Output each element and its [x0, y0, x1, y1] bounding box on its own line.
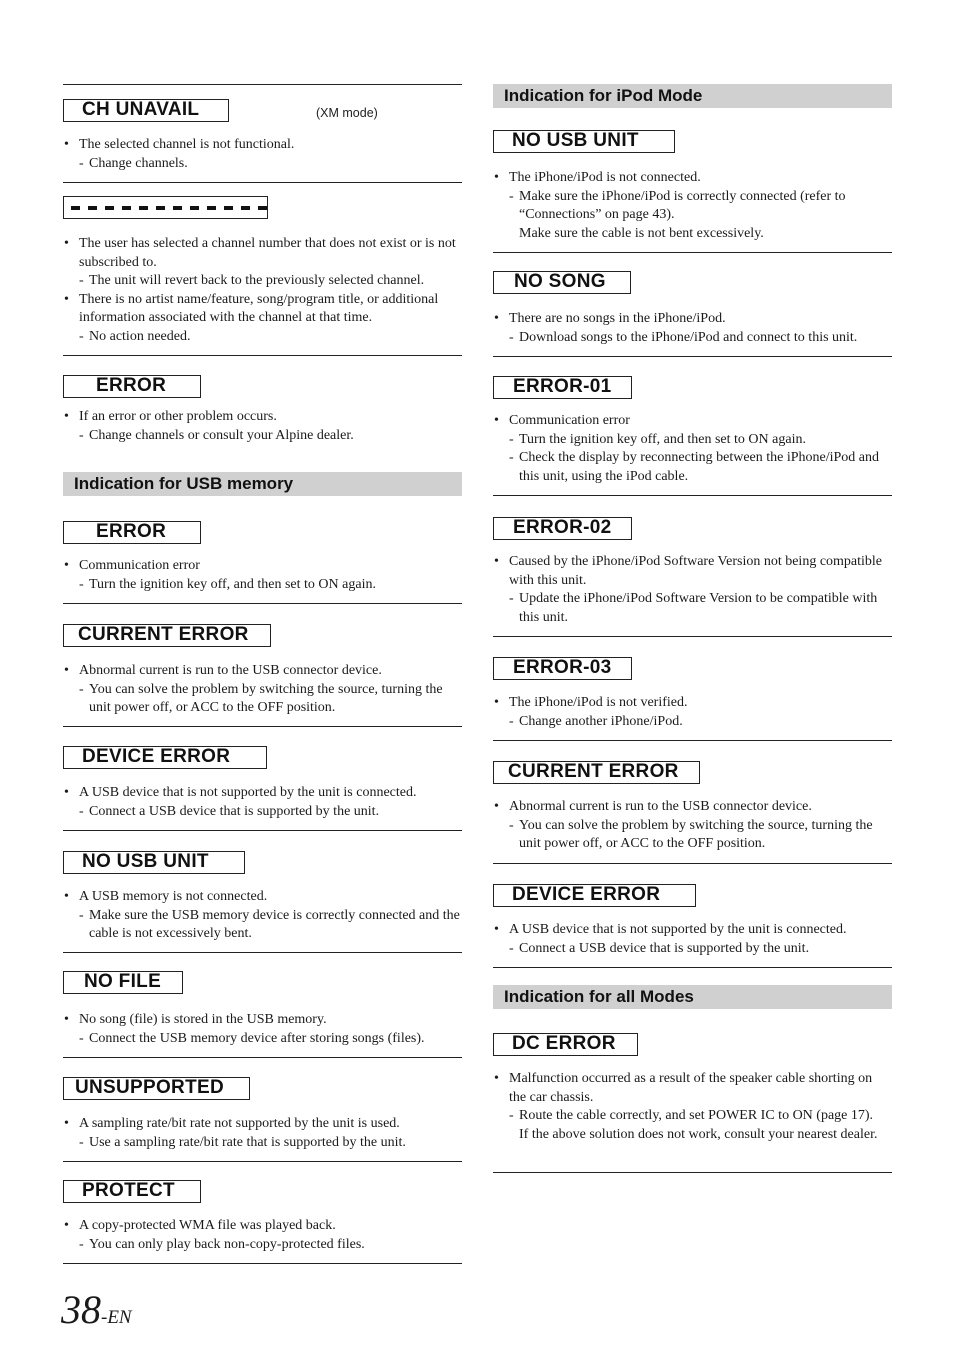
page-number — [61, 1286, 132, 1333]
ipod-error01-list — [493, 412, 892, 486]
section-rule — [493, 636, 892, 637]
section-rule — [63, 830, 462, 831]
sub-item: - The unit will revert back to the previously selected channel. — [79, 272, 462, 291]
ipod-no-usb-unit-list — [493, 169, 892, 243]
item-text: • Abnormal current is run to the USB connector device. — [79, 663, 382, 678]
ipod-no-usb-unit-title: NO USB UNIT — [493, 130, 675, 153]
sub-item: - Make sure the USB memory device is correctly connected and the cable is not excessively bent. — [79, 907, 462, 944]
list-item — [63, 1217, 462, 1254]
page-number-value: 38 — [61, 1287, 101, 1332]
list-item — [493, 1070, 892, 1144]
item-text: • Communication error — [79, 558, 200, 573]
usb-no-file-list — [63, 1011, 462, 1048]
ipod-error03-title: ERROR-03 — [493, 657, 632, 680]
usb-memory-heading: Indication for USB memory — [63, 472, 462, 496]
ipod-error03-list — [493, 694, 892, 731]
list-item — [63, 1115, 462, 1152]
dc-error-title: DC ERROR — [493, 1033, 638, 1056]
usb-device-error-list — [63, 784, 462, 821]
dc-error-list — [493, 1070, 892, 1144]
sub-item: - Route the cable correctly, and set POWER IC to ON (page 17). — [509, 1107, 892, 1126]
sub-item: - Turn the ignition key off, and then set to ON again. — [509, 431, 892, 450]
usb-no-usb-unit-title: NO USB UNIT — [63, 851, 245, 874]
sub-item: - Make sure the iPhone/iPod is correctly connected (refer to “Connections” on page 43). — [509, 188, 892, 225]
section-rule — [63, 603, 462, 604]
ipod-device-error-title: DEVICE ERROR — [493, 884, 696, 907]
ipod-mode-heading: Indication for iPod Mode — [493, 84, 892, 108]
item-text: • The iPhone/iPod is not connected. — [509, 170, 701, 185]
list-item — [63, 136, 462, 173]
item-text: • There are no songs in the iPhone/iPod. — [509, 311, 726, 326]
section-rule — [493, 356, 892, 357]
sub-item: - Change another iPhone/iPod. — [509, 713, 892, 732]
usb-error-list — [63, 557, 462, 594]
usb-protect-title: PROTECT — [63, 1180, 201, 1203]
error-title: ERROR — [63, 375, 201, 398]
list-item — [63, 235, 462, 291]
sub-item: - Connect the USB memory device after storing songs (files). — [79, 1030, 462, 1049]
item-text: • Caused by the iPhone/iPod Software Version not being compatible with this unit. — [509, 554, 883, 588]
usb-unsupported-list — [63, 1115, 462, 1152]
usb-current-error-list — [63, 662, 462, 718]
sub-item-continued: Make sure the cable is not bent excessively. — [519, 225, 764, 241]
list-item — [63, 291, 462, 347]
dash-display-title — [63, 196, 268, 219]
sub-item: - Use a sampling rate/bit rate that is supported by the unit. — [79, 1134, 462, 1153]
section-rule — [493, 863, 892, 864]
ipod-current-error-title: CURRENT ERROR — [493, 761, 700, 784]
ipod-current-error-list — [493, 798, 892, 854]
section-rule — [63, 355, 462, 356]
item-text: • A USB device that is not supported by the unit is connected. — [79, 785, 417, 800]
item-text: • A USB memory is not connected. — [79, 889, 268, 904]
section-rule — [63, 1057, 462, 1058]
item-text: • The selected channel is not functional. — [79, 137, 295, 152]
list-item — [493, 798, 892, 854]
sub-item: - Connect a USB device that is supported by the unit. — [509, 940, 892, 959]
section-rule — [493, 1172, 892, 1173]
section-rule — [63, 952, 462, 953]
ch-unavail-list — [63, 136, 462, 173]
usb-no-file-title: NO FILE — [63, 971, 183, 994]
sub-item: - Connect a USB device that is supported by the unit. — [79, 803, 462, 822]
dash-display-list — [63, 235, 462, 347]
usb-no-usb-unit-list — [63, 888, 462, 944]
list-item — [493, 412, 892, 486]
list-item — [493, 694, 892, 731]
list-item — [63, 408, 462, 445]
page-number-suffix: -EN — [101, 1307, 132, 1328]
ipod-no-song-list — [493, 310, 892, 347]
ipod-error02-list — [493, 553, 892, 627]
usb-device-error-title: DEVICE ERROR — [63, 746, 267, 769]
section-rule — [63, 182, 462, 183]
item-text: • There is no artist name/feature, song/program title, or additional information associated with the channel at that time. — [79, 291, 439, 326]
ipod-no-song-title: NO SONG — [493, 271, 631, 294]
item-text: • The iPhone/iPod is not verified. — [509, 695, 688, 710]
list-item — [493, 553, 892, 627]
sub-item: - Change channels. — [79, 155, 462, 174]
sub-item: - Turn the ignition key off, and then set to ON again. — [79, 576, 462, 595]
list-item — [493, 921, 892, 958]
item-text: • If an error or other problem occurs. — [79, 409, 277, 424]
item-text: • A sampling rate/bit rate not supported by the unit is used. — [79, 1116, 400, 1131]
ch-unavail-title: CH UNAVAIL — [63, 99, 229, 122]
sub-item: - Download songs to the iPhone/iPod and connect to this unit. — [509, 329, 892, 348]
list-item — [493, 169, 892, 243]
error-list — [63, 408, 462, 445]
usb-unsupported-title: UNSUPPORTED — [63, 1077, 250, 1100]
item-text: • The user has selected a channel number that does not exist or is not subscribed to. — [79, 236, 456, 270]
all-modes-heading: Indication for all Modes — [493, 985, 892, 1009]
section-rule — [493, 252, 892, 253]
usb-error-title: ERROR — [63, 521, 201, 544]
list-item — [63, 662, 462, 718]
list-item — [63, 1011, 462, 1048]
item-text: • Communication error — [509, 413, 630, 428]
section-rule — [63, 1161, 462, 1162]
usb-current-error-title: CURRENT ERROR — [63, 624, 271, 647]
sub-item-continued: If the above solution does not work, consult your nearest dealer. — [519, 1126, 878, 1142]
list-item — [493, 310, 892, 347]
section-rule — [63, 84, 462, 85]
sub-item: - You can only play back non-copy-protected files. — [79, 1236, 462, 1255]
section-rule — [493, 495, 892, 496]
sub-item: - No action needed. — [79, 328, 462, 347]
item-text: • A copy-protected WMA file was played back. — [79, 1218, 336, 1233]
dash-display-graphic — [71, 206, 267, 210]
list-item — [63, 888, 462, 944]
xm-mode-note: (XM mode) — [316, 106, 378, 120]
item-text: • Malfunction occurred as a result of the speaker cable shorting on the car chassis. — [509, 1071, 873, 1105]
section-rule — [63, 726, 462, 727]
item-text: • No song (file) is stored in the USB memory. — [79, 1012, 327, 1027]
list-item — [63, 557, 462, 594]
sub-item: - You can solve the problem by switching the source, turning the unit power off, or ACC to the OFF position. — [79, 681, 462, 718]
item-text: • A USB device that is not supported by the unit is connected. — [509, 922, 847, 937]
ipod-error01-title: ERROR-01 — [493, 376, 632, 399]
ipod-device-error-list — [493, 921, 892, 958]
sub-item: - Update the iPhone/iPod Software Version to be compatible with this unit. — [509, 590, 892, 627]
usb-protect-list — [63, 1217, 462, 1254]
ipod-error02-title: ERROR-02 — [493, 517, 632, 540]
item-text: • Abnormal current is run to the USB connector device. — [509, 799, 812, 814]
section-rule — [63, 1263, 462, 1264]
list-item — [63, 784, 462, 821]
sub-item: - Check the display by reconnecting between the iPhone/iPod and this unit, using the iPod cable. — [509, 449, 892, 486]
sub-item: - Change channels or consult your Alpine dealer. — [79, 427, 462, 446]
section-rule — [493, 967, 892, 968]
sub-item: - You can solve the problem by switching the source, turning the unit power off, or ACC to the OFF position. — [509, 817, 892, 854]
section-rule — [493, 740, 892, 741]
